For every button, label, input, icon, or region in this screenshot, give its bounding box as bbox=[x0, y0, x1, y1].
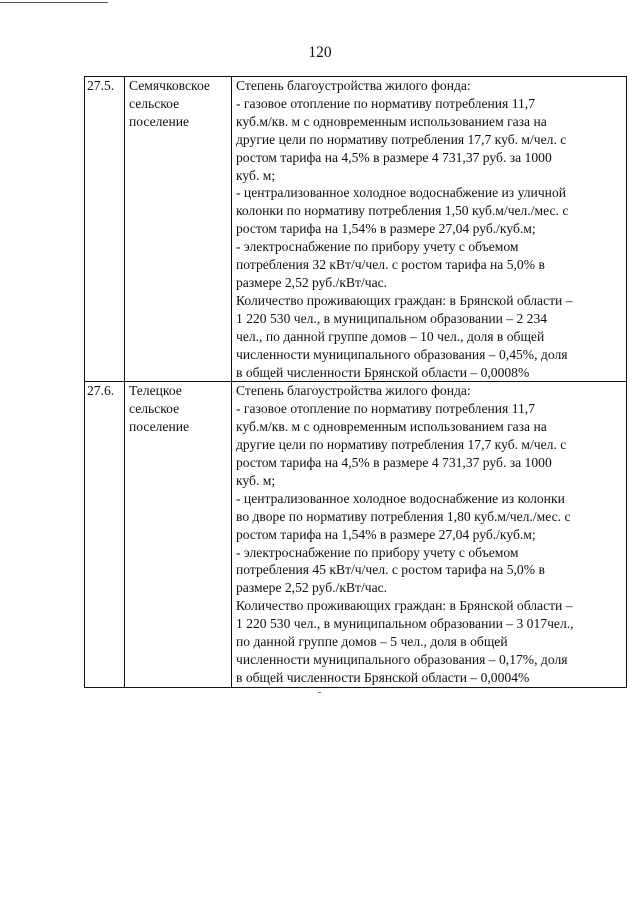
settlement-name-line: Телецкое bbox=[129, 383, 182, 399]
description-line: 1 220 530 чел., в муниципальном образовании – 3 017чел., bbox=[236, 616, 574, 632]
settlement-table bbox=[84, 76, 627, 688]
housing-description bbox=[232, 77, 627, 382]
description-line: Степень благоустройства жилого фонда: bbox=[236, 383, 471, 399]
scan-speck bbox=[318, 692, 321, 693]
description-line: - электроснабжение по прибору учету с объемом bbox=[236, 544, 519, 560]
settlement-name bbox=[125, 382, 232, 687]
description-line: куб. м; bbox=[236, 167, 276, 183]
description-line: куб.м/кв. м с одновременным использованием газа на bbox=[236, 113, 547, 129]
description-line: по данной группе домов – 5 чел., доля в общей bbox=[236, 634, 508, 650]
description-line: численности муниципального образования – 0,45%, доля bbox=[236, 346, 568, 362]
description-line: Степень благоустройства жилого фонда: bbox=[236, 78, 471, 93]
settlement-name-line: поселение bbox=[129, 113, 190, 129]
description-line: размере 2,52 руб./кВт/час. bbox=[236, 274, 388, 290]
settlement-name-line: сельское bbox=[129, 401, 180, 417]
description-line: ростом тарифа на 1,54% в размере 27,04 руб./куб.м; bbox=[236, 526, 536, 542]
settlement-name bbox=[125, 77, 232, 382]
description-line: куб. м; bbox=[236, 472, 276, 488]
settlement-name-line: Семячковское bbox=[129, 78, 210, 93]
description-line: Количество проживающих граждан: в Брянской области – bbox=[236, 292, 573, 308]
table-row-27-5 bbox=[85, 77, 627, 382]
description-line: 1 220 530 чел., в муниципальном образовании – 2 234 bbox=[236, 310, 548, 326]
row-number: 27.5. bbox=[85, 77, 125, 382]
description-line: в общей численности Брянской области – 0,0008% bbox=[236, 364, 530, 380]
description-line: ростом тарифа на 4,5% в размере 4 731,37 руб. за 1000 bbox=[236, 149, 552, 165]
description-line: - электроснабжение по прибору учету с объемом bbox=[236, 239, 519, 255]
description-line: другие цели по нормативу потребления 17,7 куб. м/чел. с bbox=[236, 437, 567, 453]
description-line: численности муниципального образования – 0,17%, доля bbox=[236, 652, 568, 667]
description-line: Количество проживающих граждан: в Брянской области – bbox=[236, 598, 573, 614]
description-line: - централизованное холодное водоснабжение из уличной bbox=[236, 185, 567, 201]
corner-rule bbox=[0, 2, 108, 3]
description-line: - централизованное холодное водоснабжение из колонки bbox=[236, 490, 565, 506]
description-line: чел., по данной группе домов – 10 чел., доля в общей bbox=[236, 328, 545, 344]
description-line: - газовое отопление по нормативу потребления 11,7 bbox=[236, 401, 535, 417]
description-line: ростом тарифа на 1,54% в размере 27,04 руб./куб.м; bbox=[236, 221, 536, 237]
description-line: в общей численности Брянской области – 0,0004% bbox=[236, 669, 530, 685]
housing-description bbox=[232, 382, 627, 687]
row-number: 27.6. bbox=[85, 382, 125, 687]
description-line: потребления 32 кВт/ч/чел. с ростом тарифа на 5,0% в bbox=[236, 257, 545, 273]
description-line: потребления 45 кВт/ч/чел. с ростом тарифа на 5,0% в bbox=[236, 562, 545, 578]
description-line: другие цели по нормативу потребления 17,7 куб. м/чел. с bbox=[236, 131, 567, 147]
table-row-27-6 bbox=[85, 382, 627, 687]
description-line: размере 2,52 руб./кВт/час. bbox=[236, 580, 388, 596]
settlement-name-line: поселение bbox=[129, 419, 190, 435]
page-number: 120 bbox=[308, 44, 332, 61]
description-line: - газовое отопление по нормативу потребления 11,7 bbox=[236, 95, 535, 111]
description-line: во дворе по нормативу потребления 1,80 куб.м/чел./мес. с bbox=[236, 508, 571, 524]
description-line: ростом тарифа на 4,5% в размере 4 731,37 руб. за 1000 bbox=[236, 455, 552, 471]
settlement-name-line: сельское bbox=[129, 95, 180, 111]
description-line: колонки по нормативу потребления 1,50 куб.м/чел./мес. с bbox=[236, 203, 569, 219]
description-line: куб.м/кв. м с одновременным использованием газа на bbox=[236, 419, 547, 435]
